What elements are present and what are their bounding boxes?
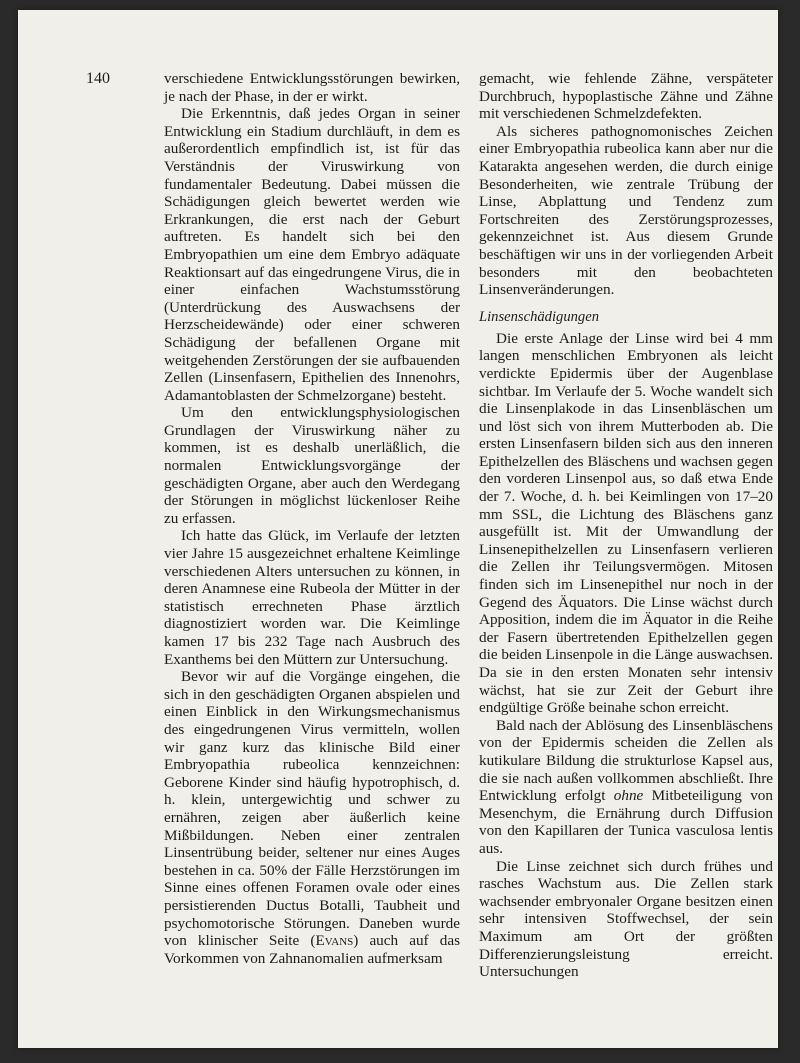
paragraph-text: Bald nach der Ablösung des Linsenbläschens von der Epidermis scheiden die Zellen als kutikulare Bildung die strukturlose Kapsel aus, die sie nach außen vollkommen abschließt. Ihre Entwicklung erfolgt bbox=[479, 716, 773, 805]
paragraph-text-cont: Mitbeteiligung von Mesenchym, die Ernährung durch Diffusion von den Kapillaren der Tunica vasculosa lentis aus. bbox=[479, 787, 773, 857]
paragraph: verschiedene Entwicklungsstörungen bewirken, je nach der Phase, in der er wirkt. bbox=[164, 70, 460, 105]
paragraph: gemacht, wie fehlende Zähne, verspäteter Durchbruch, hypoplastische Zähne und Zähne mit verschiedenen Schmelzdefekten. bbox=[479, 70, 773, 123]
emphasis-text: ohne bbox=[613, 787, 644, 805]
section-heading: Linsenschädigungen bbox=[479, 308, 599, 325]
paragraph: Ich hatte das Glück, im Verlaufe der letzten vier Jahre 15 ausgezeichnet erhaltene Keimlinge verschiedenen Alters untersuchen zu können, in deren Anamnese eine Rubeola der Mütter in der statistisch errechneten Phase ärztlich diagnostiziert worden war. Die Keimlinge kamen 17 bis 232 Tage nach Ausbruch des Exanthems bei den Müttern zur Untersuchung. bbox=[164, 527, 460, 668]
paragraph: Die Linse zeichnet sich durch frühes und rasches Wachstum aus. Die Zellen stark wachsender embryonaler Organe besitzen einen sehr intensiven Stoffwechsel, der sein Maximum am Ort der größten Differenzierungsleistung erreicht. Untersuchungen bbox=[479, 857, 773, 981]
paragraph bbox=[164, 668, 460, 967]
paragraph: Als sicheres pathognomonisches Zeichen einer Embryopathia rubeolica kann aber nur die Katarakta angesehen werden, die durch einige Besonderheiten, wie zentrale Trübung der Linse, Abplattung und Tendenz zum Fortschreiten des Zerstörungsprozesses, gekennzeichnet ist. Aus diesem Grunde beschäftigen wir uns in der vorliegenden Arbeit besonders mit den beobachteten Linsenveränderungen. bbox=[479, 122, 773, 299]
left-column bbox=[164, 70, 460, 967]
paragraph: Um den entwicklungsphysiologischen Grundlagen der Viruswirkung näher zu kommen, ist es deshalb unerläßlich, die normalen Entwicklungsvorgänge der geschädigten Organe, aber auch den Werdegang der Störungen in möglichst lückenloser Reihe zu erfassen. bbox=[164, 404, 460, 527]
paragraph: Die Erkenntnis, daß jedes Organ in seiner Entwicklung ein Stadium durchläuft, in dem es außerordentlich empfindlich ist, ist für das Verständnis der Viruswirkung von fundamentaler Bedeutung. Dabei müssen die Schädigungen gleich bewertet werden wie Erkrankungen, die erst nach der Geburt auftreten. Es handelt sich bei den Embryopathien um eine dem Embryo adäquate Reaktionsart auf das eingedrungene Virus, die in einer einfachen Wachstumsstörung (Unterdrückung des Auswachsens der Herzscheidewände) oder einer schweren Schädigung der befallenen Organe mit weitgehenden Zerstörungen der sie aufbauenden Zellen (Linsenfasern, Epithelien des Innenohrs, Adamantoblasten der Schmelzorgane) besteht. bbox=[164, 105, 460, 404]
paragraph-text: Bevor wir auf die Vorgänge eingehen, die sich in den geschädigten Organen abspielen und einen Einblick in den Wirkungsmechanismus des eingedrungenen Virus vermitteln, wollen wir ganz kurz das klinische Bild einer Embryopathia rubeolica kennzeichnen: Geborene Kinder sind häufig hypotrophisch, d. h. klein, untergewichtig und schwer zu ernähren, zeigen aber äußerlich keine Mißbildungen. Neben einer zentralen Linsentrübung beider, seltener nur eines Auges bestehen in ca. 50% der Fälle Herzstörungen im Sinne eines offenen Foramen ovale oder eines persistierenden Ductus Botalli, Taubheit und psychomotorische Störungen. Daneben wurde von klinischer Seite ( bbox=[164, 668, 460, 950]
author-name: Evans bbox=[315, 932, 354, 950]
paragraph-text-cont: ) auch auf das Vorkommen von Zahnanomalien aufmerksam bbox=[164, 932, 460, 967]
page-number: 140 bbox=[86, 70, 110, 87]
book-page bbox=[18, 10, 778, 1048]
paragraph bbox=[479, 717, 773, 858]
right-column bbox=[479, 70, 773, 981]
paragraph: Die erste Anlage der Linse wird bei 4 mm langen menschlichen Embryonen als leicht verdickte Epidermis über der Augenblase sichtbar. Im Verlaufe der 5. Woche wandelt sich die Linsenplakode in das Linsenbläschen um und löst sich von ihrem Mutterboden ab. Die ersten Linsenfasern bilden sich aus den inneren Epithelzellen des Bläschens und wachsen gegen den vorderen Linsenpol aus, so daß etwa Ende der 7. Woche, d. h. bei Keimlingen von 17–20 mm SSL, die Lichtung des Bläschens ganz ausgefüllt ist. Mit der Umwandlung der Linsenepithelzellen zu Linsenfasern verlieren die Zellen ihr Teilungsvermögen. Mitosen finden sich im Linsenepithel nur noch in der Gegend des Äquators. Die Linse wächst durch Apposition, indem die im Äquator in die Reihe der Fasern übertretenden Epithelzellen gegen die beiden Linsenpole in die Länge auswachsen. Da sie in den ersten Monaten sehr intensiv wächst, hat sie zur Zeit der Geburt ihre endgültige Größe beinahe schon erreicht. bbox=[479, 329, 773, 717]
